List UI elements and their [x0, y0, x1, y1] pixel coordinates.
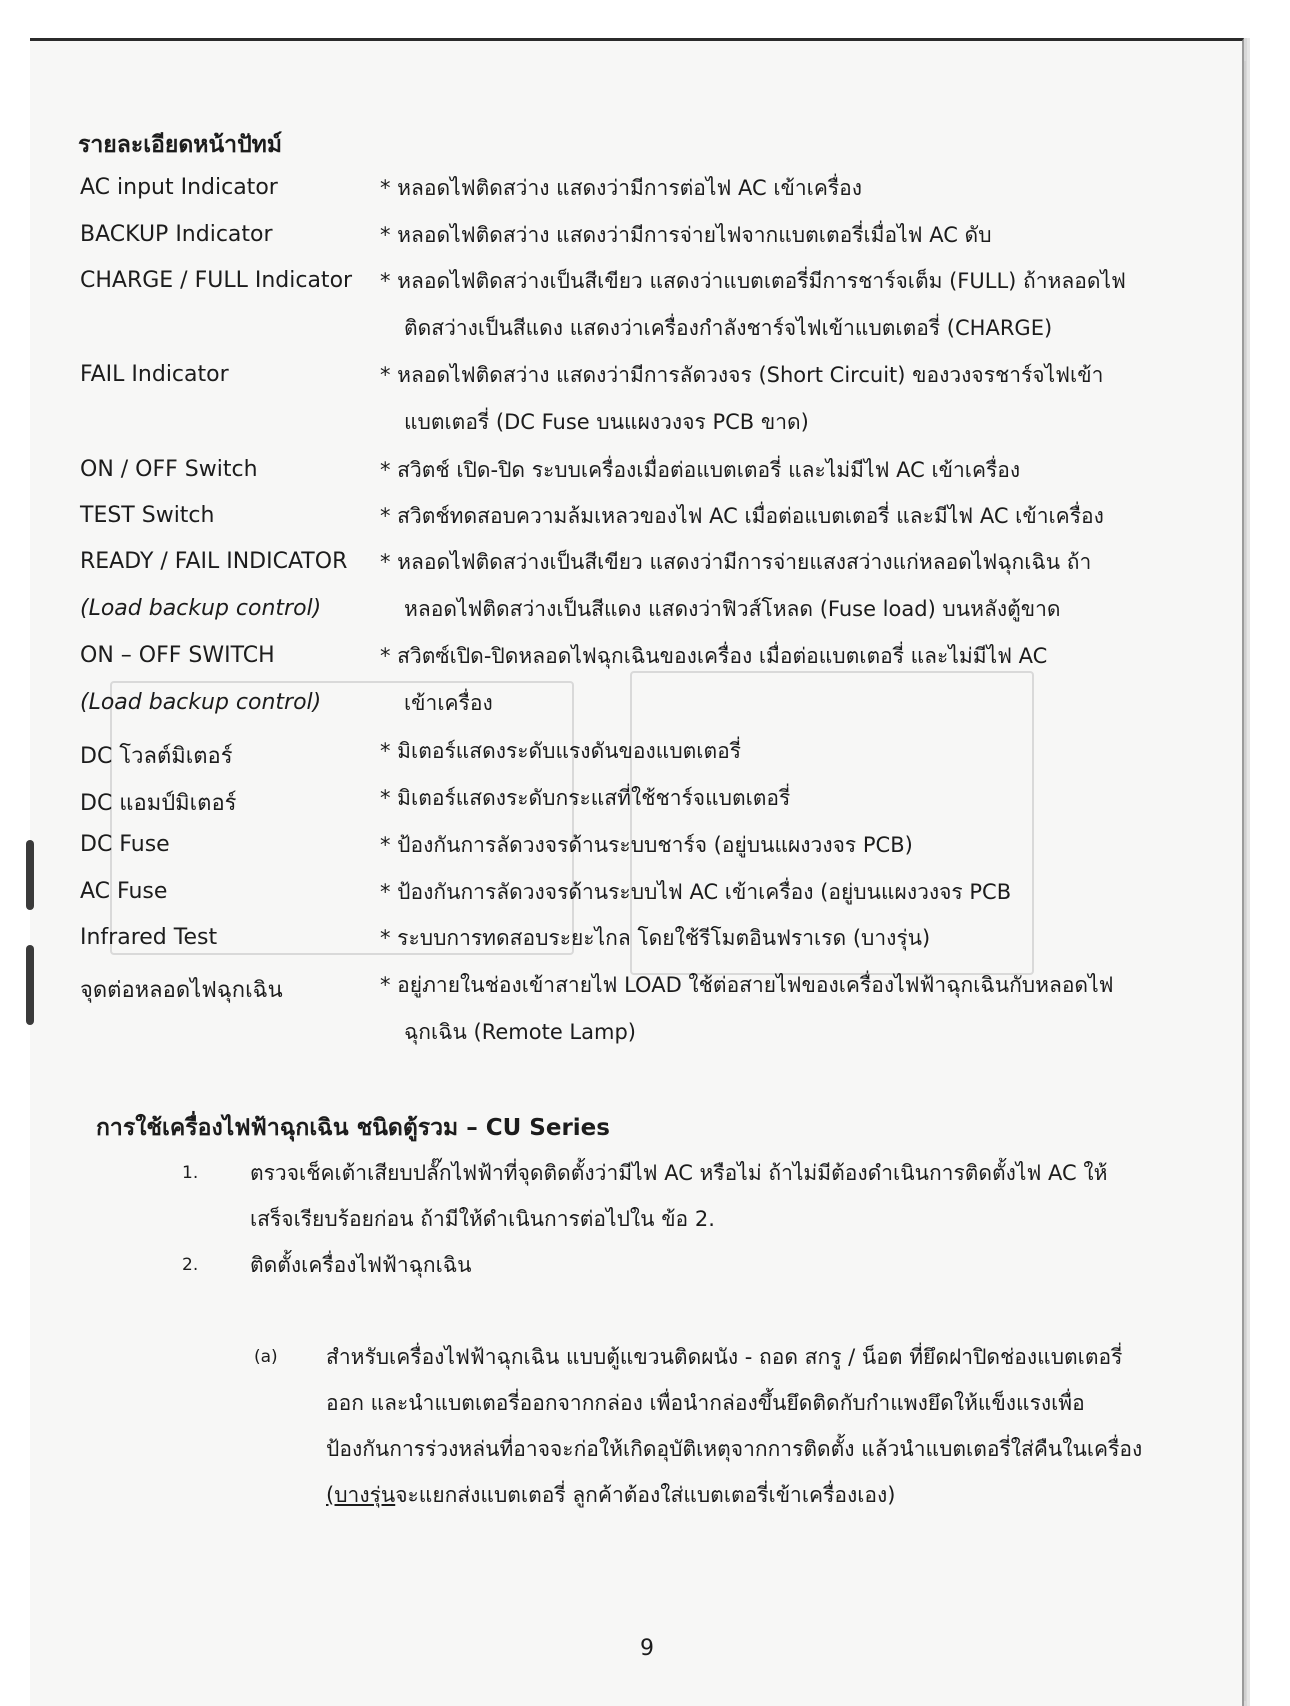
label-on-off-switch-load: ON – OFF SWITCH	[80, 643, 275, 668]
label-remote-lamp-terminal: จุดต่อหลอดไฟฉุกเฉิน	[80, 978, 283, 1003]
label-fail-indicator: FAIL Indicator	[80, 362, 229, 387]
label-dc-voltmeter: DC โวลต์มิเตอร์	[80, 744, 233, 769]
step-2a-text: สำหรับเครื่องไฟฟ้าฉุกเฉิน แบบตู้แขวนติดผนัง - ถอด สกรู / น็อต ที่ยึดฝาปิดช่องแบตเตอรี่ ออก และนำแบตเตอรี่ออกจากกล่อง เพื่อนำกล่องขึ้นยึดติดกับกำแพงยึดให้แข็งแรงเพื่อ ป้องกันการร่วงหล่นที่อาจจะก่อให้เกิดอุบัติเหตุจากการติดตั้ง แล้วนำแบตเตอรี่ใส่คืนในเครื่อง (บางรุ่นจะแยกส่งแบตเตอรี่ ลูกค้าต้องใส่แบตเตอรี่เข้าเครื่องเอง)	[326, 1345, 1143, 1507]
desc-on-off-switch-load: * สวิตซ์เปิด-ปิดหลอดไฟฉุกเฉินของเครื่อง เมื่อต่อแบตเตอรี่ และไม่มีไฟ AC เข้าเครื่อง	[380, 644, 1048, 715]
step-2-text: ติดตั้งเครื่องไฟฟ้าฉุกเฉิน	[250, 1253, 472, 1277]
label-charge-full-indicator: CHARGE / FULL Indicator	[80, 268, 353, 293]
desc-remote-lamp-terminal: * อยู่ภายในช่องเข้าสายไฟ LOAD ใช้ต่อสายไฟของเครื่องไฟฟ้าฉุกเฉินกับหลอดไฟ ฉุกเฉิน (Remote Lamp)	[380, 973, 1114, 1044]
desc-dc-fuse: * ป้องกันการลัดวงจรด้านระบบชาร์จ (อยู่บนแผงวงจร PCB)	[380, 833, 913, 857]
step-2-number: 2.	[182, 1255, 199, 1275]
desc-on-off-switch: * สวิตช์ เปิด-ปิด ระบบเครื่องเมื่อต่อแบตเตอรี่ และไม่มีไฟ AC เข้าเครื่อง	[380, 458, 1021, 482]
binder-ring-bottom	[26, 945, 34, 1025]
page-edge	[1244, 61, 1246, 1701]
step-1-text: ตรวจเช็คเต้าเสียบปลั๊กไฟฟ้าที่จุดติดตั้งว่ามีไฟ AC หรือไม่ ถ้าไม่มีต้องดำเนินการติดตั้งไฟ AC ให้ เสร็จเรียบร้อยก่อน ถ้ามีให้ดำเนินการต่อไปใน ข้อ 2.	[250, 1161, 1108, 1231]
desc-backup-indicator: * หลอดไฟติดสว่าง แสดงว่ามีการจ่ายไฟจากแบตเตอรี่เมื่อไฟ AC ดับ	[380, 223, 992, 247]
label-dc-fuse: DC Fuse	[80, 832, 170, 857]
desc-infrared-test: * ระบบการทดสอบระยะไกล โดยใช้รีโมตอินฟราเรด (บางรุ่น)	[380, 926, 931, 950]
desc-dc-ammeter: * มิเตอร์แสดงระดับกระแสที่ใช้ชาร์จแบตเตอรี่	[380, 786, 791, 810]
label-test-switch: TEST Switch	[80, 503, 215, 528]
label-on-off-switch: ON / OFF Switch	[80, 457, 258, 482]
note-some-models: (บางรุ่น	[326, 1483, 396, 1507]
desc-dc-voltmeter: * มิเตอร์แสดงระดับแรงดันของแบตเตอรี่	[380, 739, 741, 763]
label-ac-fuse: AC Fuse	[80, 879, 168, 904]
desc-charge-full-indicator: * หลอดไฟติดสว่างเป็นสีเขียว แสดงว่าแบตเตอรี่มีการชาร์จเต็ม (FULL) ถ้าหลอดไฟ ติดสว่างเป็นสีแดง แสดงว่าเครื่องกำลังชาร์จไฟเข้าแบตเตอรี่ (CHARGE)	[380, 269, 1126, 340]
desc-test-switch: * สวิตช์ทดสอบความล้มเหลวของไฟ AC เมื่อต่อแบตเตอรี่ และมีไฟ AC เข้าเครื่อง	[380, 504, 1104, 528]
desc-ac-input-indicator: * หลอดไฟติดสว่าง แสดงว่ามีการต่อไฟ AC เข้าเครื่อง	[380, 176, 863, 200]
desc-ready-fail-indicator: * หลอดไฟติดสว่างเป็นสีเขียว แสดงว่ามีการจ่ายแสงสว่างแก่หลอดไฟฉุกเฉิน ถ้า หลอดไฟติดสว่างเป็นสีแดง แสดงว่าฟิวส์โหลด (Fuse load) บนหลังตู้ขาด	[380, 550, 1092, 621]
label-ac-input-indicator: AC input Indicator	[80, 175, 278, 200]
sublabel-load-backup-control-2: (Load backup control)	[80, 690, 322, 715]
section-title-cu-series-usage: การใช้เครื่องไฟฟ้าฉุกเฉิน ชนิดตู้รวม – CU Series	[96, 1115, 610, 1141]
page-number: 9	[640, 1636, 654, 1661]
step-1-number: 1.	[182, 1163, 199, 1183]
label-dc-ammeter: DC แอมป์มิเตอร์	[80, 791, 237, 816]
section-title-panel-details: รายละเอียดหน้าปัทม์	[78, 132, 283, 158]
label-backup-indicator: BACKUP Indicator	[80, 222, 273, 247]
binder-ring-top	[26, 840, 34, 910]
step-2a-number: (a)	[254, 1347, 278, 1367]
desc-ac-fuse: * ป้องกันการลัดวงจรด้านระบบไฟ AC เข้าเครื่อง (อยู่บนแผงวงจร PCB	[380, 880, 1012, 904]
label-infrared-test: Infrared Test	[80, 925, 218, 950]
label-ready-fail-indicator: READY / FAIL INDICATOR	[80, 549, 348, 574]
desc-fail-indicator: * หลอดไฟติดสว่าง แสดงว่ามีการลัดวงจร (Short Circuit) ของวงจรชาร์จไฟเข้า แบตเตอรี่ (DC Fuse บนแผงวงจร PCB ขาด)	[380, 363, 1104, 434]
sublabel-load-backup-control: (Load backup control)	[80, 596, 322, 621]
